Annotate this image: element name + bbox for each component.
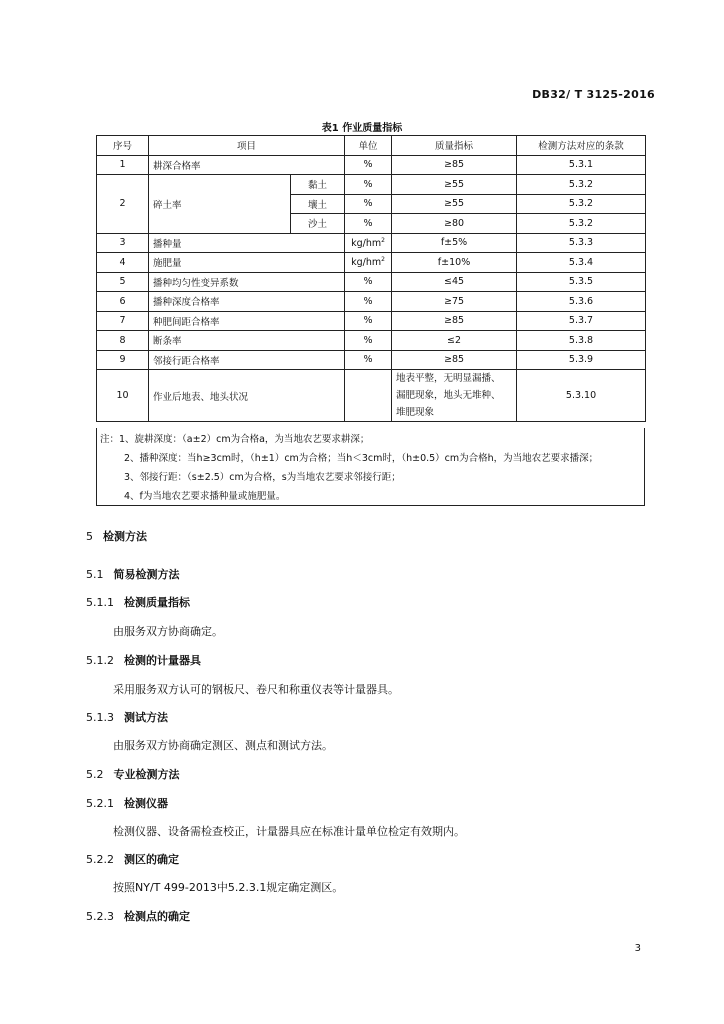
note-line: 2、播种深度：当h≥3cm时，（h±1）cm为合格；当h＜3cm时，（h±0.5）cm为合格h，为当地农艺要求播深；: [124, 453, 599, 464]
table-header-row: [97, 136, 646, 156]
quality-index-table: [96, 135, 646, 422]
standard-code: DB32/ T 3125-2016: [532, 88, 655, 101]
table-row: 10 作业后地表、地头状况 地表平整，无明显漏播、 漏肥现象，地头无堆种、 堆肥现象 5.3.10: [97, 370, 646, 422]
table-row: 8 断条率 % ≤2 5.3.8: [97, 331, 646, 351]
body-paragraph: 由服务双方协商确定。: [113, 625, 223, 638]
header-unit: 单位: [345, 136, 392, 156]
table-row: 5 播种均匀性变异系数 % ≤45 5.3.5: [97, 272, 646, 292]
body-paragraph: 采用服务双方认可的钢板尺、卷尺和称重仪表等计量器具。: [113, 683, 399, 696]
note-line: 3、邻接行距：（s±2.5）cm为合格，s为当地农艺要求邻接行距；: [124, 472, 401, 483]
header-index: 质量指标: [392, 136, 517, 156]
section-heading: 5.1.2 检测的计量器具: [86, 654, 201, 667]
body-paragraph: 按照NY/T 499-2013中5.2.3.1规定确定测区。: [113, 881, 344, 894]
table-row: 沙土 % ≥80 5.3.2: [97, 214, 646, 234]
table-row: 壤土 % ≥55 5.3.2: [97, 194, 646, 214]
table-row: 6 播种深度合格率 % ≥75 5.3.6: [97, 292, 646, 312]
section-heading: 5.2.2 测区的确定: [86, 853, 179, 866]
section-heading: 5.2.1 检测仪器: [86, 797, 168, 810]
body-paragraph: 检测仪器、设备需检查校正，计量器具应在标准计量单位检定有效期内。: [113, 825, 465, 838]
section-heading: 5.2.3 检测点的确定: [86, 910, 190, 923]
table-row: 4 施肥量 $kg/hm^2$ f±10% 5.3.4: [97, 253, 646, 273]
section-heading: 5.1 简易检测方法: [86, 568, 180, 581]
table-notes: [96, 428, 645, 506]
section-heading: 5.2 专业检测方法: [86, 768, 180, 781]
table-row: 7 种肥间距合格率 % ≥85 5.3.7: [97, 311, 646, 331]
table-row: 3 播种量 $kg/hm^2$ f±5% 5.3.3: [97, 233, 646, 253]
table-caption: 表1 作业质量指标: [321, 123, 403, 134]
header-clause: 检测方法对应的条款: [517, 136, 646, 156]
section-heading: 5.1.1 检测质量指标: [86, 596, 190, 609]
note-line: 4、f为当地农艺要求播种量或施肥量。: [124, 491, 286, 502]
section-heading: 5 检测方法: [86, 530, 147, 543]
table-row: 2 碎土率 黏土 % ≥55 5.3.2: [97, 175, 646, 195]
header-item: 项目: [149, 136, 345, 156]
note-line: 注：1、旋耕深度：（a±2）cm为合格a，为当地农艺要求耕深；: [100, 434, 370, 445]
header-no: 序号: [97, 136, 149, 156]
body-paragraph: 由服务双方协商确定测区、测点和测试方法。: [113, 739, 333, 752]
table-row: 9 邻接行距合格率 % ≥85 5.3.9: [97, 350, 646, 370]
section-heading: 5.1.3 测试方法: [86, 711, 168, 724]
table-row: 1 耕深合格率 % ≥85 5.3.1: [97, 155, 646, 175]
page-number: 3: [634, 943, 641, 954]
